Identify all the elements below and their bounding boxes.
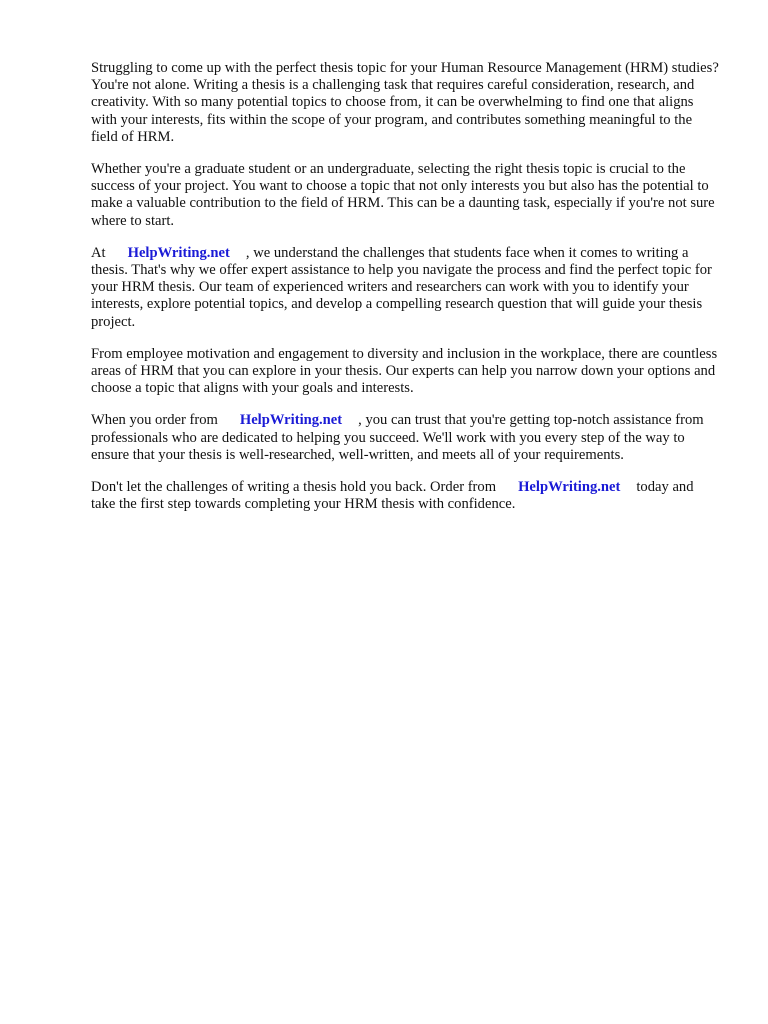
paragraph-order: [91, 412, 721, 464]
paragraph-service-rest: , we understand the challenges that students face when it comes to writing a thesis. That's why we offer expert assistance to help you navigate the process and find the perfect topic for your HRM thesis. Our team of experienced writers and researchers can work with you to identify your interests, explore potential topics, and develop a compelling research question that will guide your thesis project.: [91, 244, 712, 330]
helpwriting-link[interactable]: HelpWriting.net: [127, 244, 230, 261]
paragraph-service: [91, 245, 721, 331]
document-body: [91, 60, 721, 528]
paragraph-areas: From employee motivation and engagement to diversity and inclusion in the workplace, there are countless areas of HRM that you can explore in your thesis. Our experts can help you narrow down your options and choose a topic that aligns with your goals and interests.: [91, 345, 718, 397]
paragraph-closing-lead: Don't let the challenges of writing a thesis hold you back. Order from: [91, 479, 497, 496]
paragraph-closing: [91, 479, 721, 513]
paragraph-order-lead: When you order from: [91, 412, 218, 429]
paragraph-closing-rest: today and take the first step towards completing your HRM thesis with confidence.: [91, 479, 694, 513]
paragraph-intro: Struggling to come up with the perfect thesis topic for your Human Resource Management (HRM) studies? You're not alone. Writing a thesis is a challenging task that requires careful consideration, research, and creativity. With so many potential topics to choose from, it can be overwhelming to find one that aligns with your interests, fits within the scope of your program, and contributes something meaningful to the field of HRM.: [91, 60, 719, 145]
helpwriting-link[interactable]: HelpWriting.net: [518, 479, 621, 496]
paragraph-order-rest: , you can trust that you're getting top-notch assistance from professionals who are dedicated to helping you succeed. We'll work with you every step of the way to ensure that your thesis is well-researched, well-written, and meets all of your requirements.: [91, 412, 704, 463]
paragraph-topic-selection: Whether you're a graduate student or an undergraduate, selecting the right thesis topic is crucial to the success of your project. You want to choose a topic that not only interests you but also has the potential to make a valuable contribution to the field of HRM. This can be a daunting task, especially if you're not sure where to start.: [91, 161, 715, 229]
helpwriting-link[interactable]: HelpWriting.net: [239, 412, 343, 429]
paragraph-service-lead: At: [91, 244, 106, 261]
